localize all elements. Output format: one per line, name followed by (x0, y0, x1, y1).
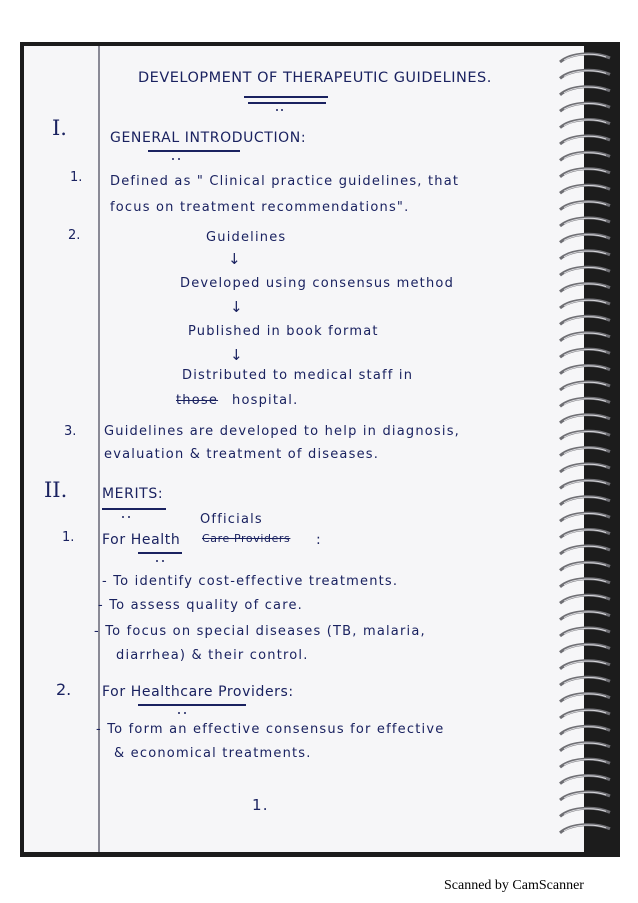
underline-dot (128, 516, 130, 518)
underline-dot (178, 158, 180, 160)
subheading-underline (138, 704, 246, 706)
spiral-binding (552, 50, 622, 850)
item-number: 2. (68, 228, 81, 243)
subheading: For Healthcare Providers: (102, 684, 294, 700)
section-heading: GENERAL INTRODUCTION: (110, 130, 307, 146)
flow-step: hospital. (232, 393, 299, 408)
item-number: 2. (56, 680, 72, 699)
struck-word: those (176, 393, 219, 408)
page-title: DEVELOPMENT OF THERAPEUTIC GUIDELINES. (138, 70, 492, 86)
bullet-line: diarrhea) & their control. (116, 648, 309, 663)
underline-dot (172, 158, 174, 160)
subheading-colon: : (316, 532, 322, 548)
flow-step: Guidelines (206, 230, 287, 245)
arrow-down-icon: ↓ (230, 298, 244, 316)
heading-underline (148, 150, 240, 152)
text-line: Guidelines are developed to help in diagnosis, (104, 424, 461, 439)
item-number: 3. (64, 424, 77, 439)
underline-dot (276, 109, 278, 111)
text-line: Defined as " Clinical practice guidelines, that (110, 174, 460, 189)
underline-dot (122, 516, 124, 518)
item-number: 1. (62, 530, 75, 545)
scanner-watermark: Scanned by CamScanner (444, 878, 584, 893)
section-numeral: I. (52, 116, 67, 140)
flow-step: Distributed to medical staff in (182, 368, 414, 383)
heading-underline (102, 508, 166, 510)
flow-step: Published in book format (188, 324, 379, 339)
subheading: For Health (102, 532, 181, 548)
section-heading: MERITS: (102, 486, 164, 502)
bullet-line: - To form an effective consensus for effective (96, 722, 445, 737)
underline-dot (156, 560, 158, 562)
bullet-line: - To identify cost-effective treatments. (102, 574, 399, 589)
flow-step: Developed using consensus method (180, 276, 455, 291)
title-underline (248, 102, 326, 104)
underline-dot (162, 560, 164, 562)
bullet-line: - To focus on special diseases (TB, malaria, (94, 624, 426, 639)
underline-dot (184, 712, 186, 714)
item-number: 1. (70, 170, 83, 185)
underline-dot (281, 109, 283, 111)
page-number: 1. (252, 796, 269, 814)
underline-dot (178, 712, 180, 714)
section-numeral: II. (44, 478, 68, 502)
struck-word: Care Providers (202, 532, 291, 545)
bullet-line: & economical treatments. (114, 746, 312, 761)
arrow-down-icon: ↓ (228, 250, 242, 268)
text-line: focus on treatment recommendations". (110, 200, 410, 215)
bullet-line: - To assess quality of care. (98, 598, 303, 613)
text-line: evaluation & treatment of diseases. (104, 447, 380, 462)
arrow-down-icon: ↓ (230, 346, 244, 364)
inserted-word: Officials (200, 512, 263, 527)
title-underline (244, 96, 328, 98)
subheading-underline (138, 552, 182, 554)
